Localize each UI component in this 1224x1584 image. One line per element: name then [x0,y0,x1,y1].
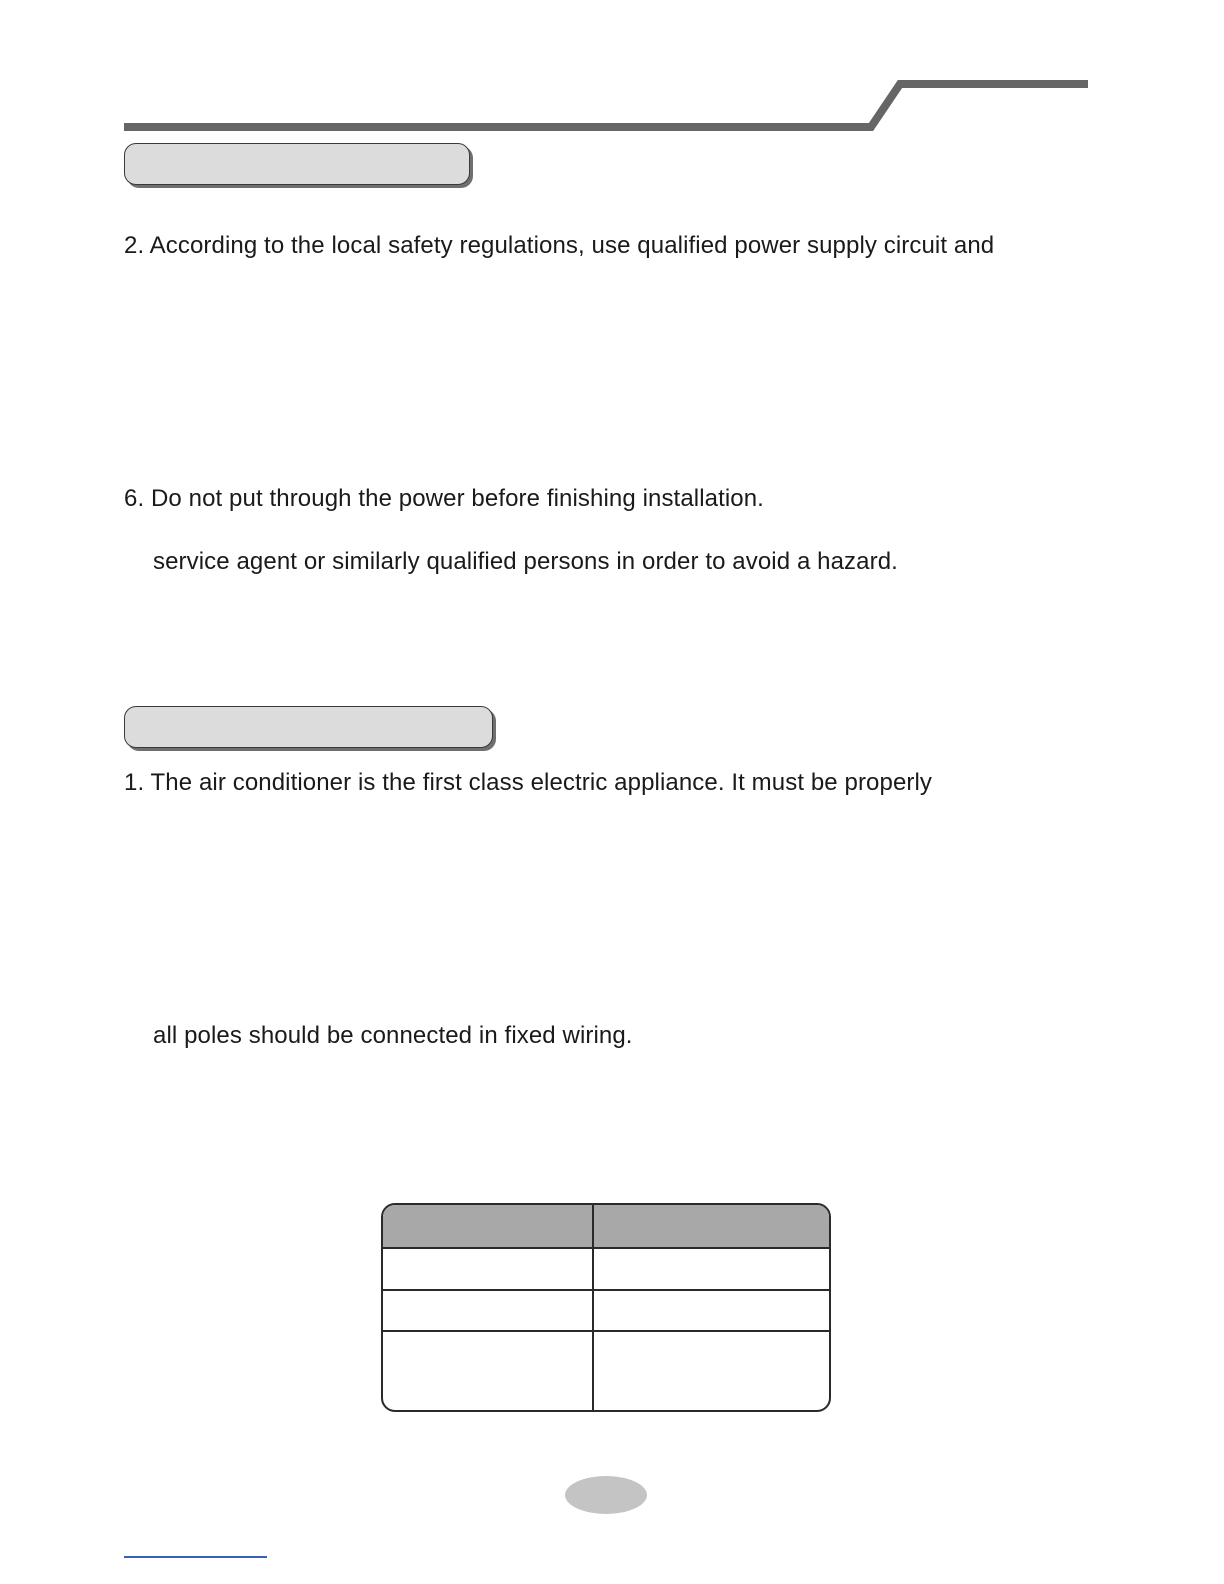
header-rule [0,0,1224,140]
paragraph-item-1: 1. The air conditioner is the first class electric appliance. It must be properly [124,769,933,796]
spec-table [381,1203,831,1412]
table-column-divider [592,1205,594,1410]
table-row [383,1291,829,1332]
table-row [383,1332,829,1412]
page-number-badge [565,1476,647,1514]
footer-link-underline[interactable] [124,1556,267,1558]
paragraph-item-6: 6. Do not put through the power before finishing installation. [124,485,764,512]
table-row [383,1249,829,1291]
paragraph-continuation: service agent or similarly qualified persons in order to avoid a hazard. [153,548,898,575]
table-header-row [383,1205,829,1249]
paragraph-continuation-wiring: all poles should be connected in fixed wiring. [153,1022,633,1049]
section-heading-tab-1 [124,143,470,185]
section-heading-tab-2 [124,706,493,748]
paragraph-item-2: 2. According to the local safety regulations, use qualified power supply circuit and [124,232,995,259]
